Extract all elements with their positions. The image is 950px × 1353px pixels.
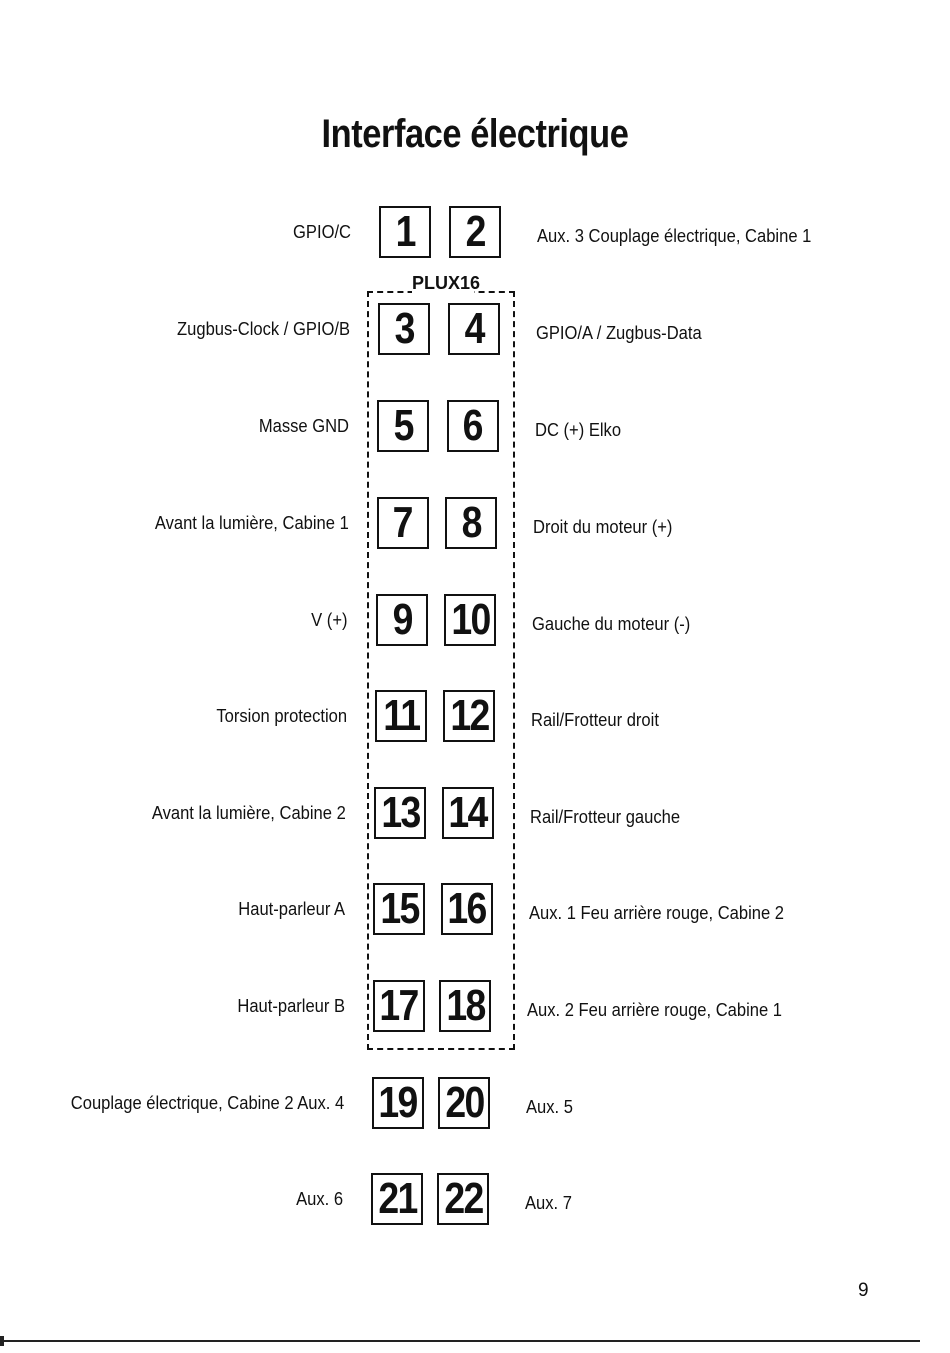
pin-number-box (372, 1077, 424, 1129)
pin-number-box (375, 690, 427, 742)
pin-label-left (162, 319, 350, 340)
pin-label-left (205, 706, 347, 727)
pin-number-box (379, 206, 431, 258)
pin-number-box (374, 787, 426, 839)
pin-number-box (448, 303, 500, 355)
pin-number: 13 (381, 787, 420, 837)
pin-number-box (373, 883, 425, 935)
pin-label-left (228, 996, 345, 1017)
pin-number: 15 (380, 884, 419, 934)
page-number: 9 (858, 1280, 869, 1301)
pin-number: 17 (379, 981, 418, 1030)
pin-label-left-text: GPIO/C (293, 222, 351, 242)
pin-number: 20 (445, 1077, 484, 1127)
pin-label-left (292, 1189, 343, 1210)
pin-label-right-text: Gauche du moteur (-) (532, 613, 691, 634)
pin-label-left (229, 899, 345, 920)
pin-label-right-text: Rail/Frotteur gauche (529, 806, 680, 827)
pin-number: 5 (393, 401, 413, 450)
pin-number: 14 (448, 787, 487, 837)
pin-label-right-text: Aux. 7 (525, 1193, 572, 1214)
pin-number: 6 (463, 401, 483, 450)
pin-label-right-text: Aux. 5 (526, 1096, 574, 1117)
pin-number-box (442, 787, 494, 839)
pin-label-left-text: Aux. 6 (296, 1189, 343, 1210)
pin-number: 19 (378, 1077, 417, 1127)
pin-number: 18 (446, 981, 485, 1030)
pin-number: 11 (382, 691, 420, 741)
pin-label-right (526, 1097, 577, 1118)
pin-label-left-text: V (+) (311, 609, 348, 630)
pin-number-box (438, 1077, 490, 1129)
pin-label-right (536, 323, 716, 344)
pin-label-left-text: Masse GND (259, 416, 350, 436)
pin-label-right (532, 614, 704, 635)
pin-label-right (537, 226, 835, 247)
pin-number-box (373, 980, 425, 1032)
pin-number-box (437, 1173, 489, 1225)
pin-number: 22 (443, 1174, 483, 1224)
pin-number-box (376, 594, 428, 646)
pin-label-left-text: Avant la lumière, Cabine 1 (154, 513, 349, 533)
page-title: Interface électrique (321, 112, 629, 156)
pin-number: 4 (464, 304, 484, 353)
pin-number: 3 (394, 304, 414, 353)
pin-number: 16 (447, 884, 486, 934)
pin-label-left-text: Haut-parleur A (238, 899, 346, 920)
pin-label-left (308, 610, 348, 631)
pin-number-box (449, 206, 501, 258)
bottom-rule-mark (0, 1336, 4, 1346)
pin-number: 10 (451, 594, 490, 644)
pin-number-box (443, 690, 495, 742)
pin-label-right-text: DC (+) Elko (534, 420, 621, 440)
pin-label-right-text: Droit du moteur (+) (533, 517, 673, 537)
pin-label-left (47, 1093, 344, 1114)
pin-number-box (441, 883, 493, 935)
pin-number: 7 (393, 498, 413, 547)
pin-label-left-text: Haut-parleur B (236, 996, 345, 1016)
pin-label-right-text: Aux. 3 Couplage électrique, Cabine 1 (537, 226, 812, 246)
pin-number: 9 (392, 594, 412, 644)
pin-number-box (444, 594, 496, 646)
pin-label-left (288, 222, 351, 243)
pin-label-left-text: Zugbus-Clock / GPIO/B (177, 319, 351, 339)
pin-label-left (138, 513, 349, 534)
pin-number: 2 (465, 207, 485, 256)
pin-number: 12 (449, 691, 489, 741)
pin-number-box (377, 497, 429, 549)
plux16-connector-label: PLUX16 (412, 273, 481, 293)
pin-number-box (377, 400, 429, 452)
pin-label-right-text: Aux. 1 Feu arrière rouge, Cabine 2 (528, 903, 784, 924)
pin-label-right (525, 1193, 576, 1214)
pin-label-right (527, 1000, 804, 1021)
pin-label-right (535, 420, 629, 441)
pin-label-right (529, 903, 806, 924)
pin-label-left-text: Torsion protection (216, 706, 347, 727)
pin-label-right (530, 807, 693, 828)
pin-number: 1 (395, 207, 415, 256)
pin-number-box (439, 980, 491, 1032)
bottom-rule (0, 1340, 920, 1342)
pin-label-left (251, 416, 349, 437)
pin-number-box (447, 400, 499, 452)
pin-label-right (533, 517, 685, 538)
pin-label-right-text: Aux. 2 Feu arrière rouge, Cabine 1 (527, 1000, 783, 1020)
pin-label-left (135, 803, 346, 824)
pin-number-box (445, 497, 497, 549)
pin-number: 8 (461, 498, 481, 547)
pin-number-box (378, 303, 430, 355)
pin-label-left-text: Couplage électrique, Cabine 2 Aux. 4 (70, 1092, 344, 1113)
pin-label-right-text: GPIO/A / Zugbus-Data (535, 323, 702, 343)
pin-label-right-text: Rail/Frotteur droit (531, 710, 659, 731)
pin-number: 21 (377, 1174, 417, 1224)
pin-label-right (531, 710, 670, 731)
pin-number-box (371, 1173, 423, 1225)
pin-label-left-text: Avant la lumière, Cabine 2 (152, 802, 347, 823)
